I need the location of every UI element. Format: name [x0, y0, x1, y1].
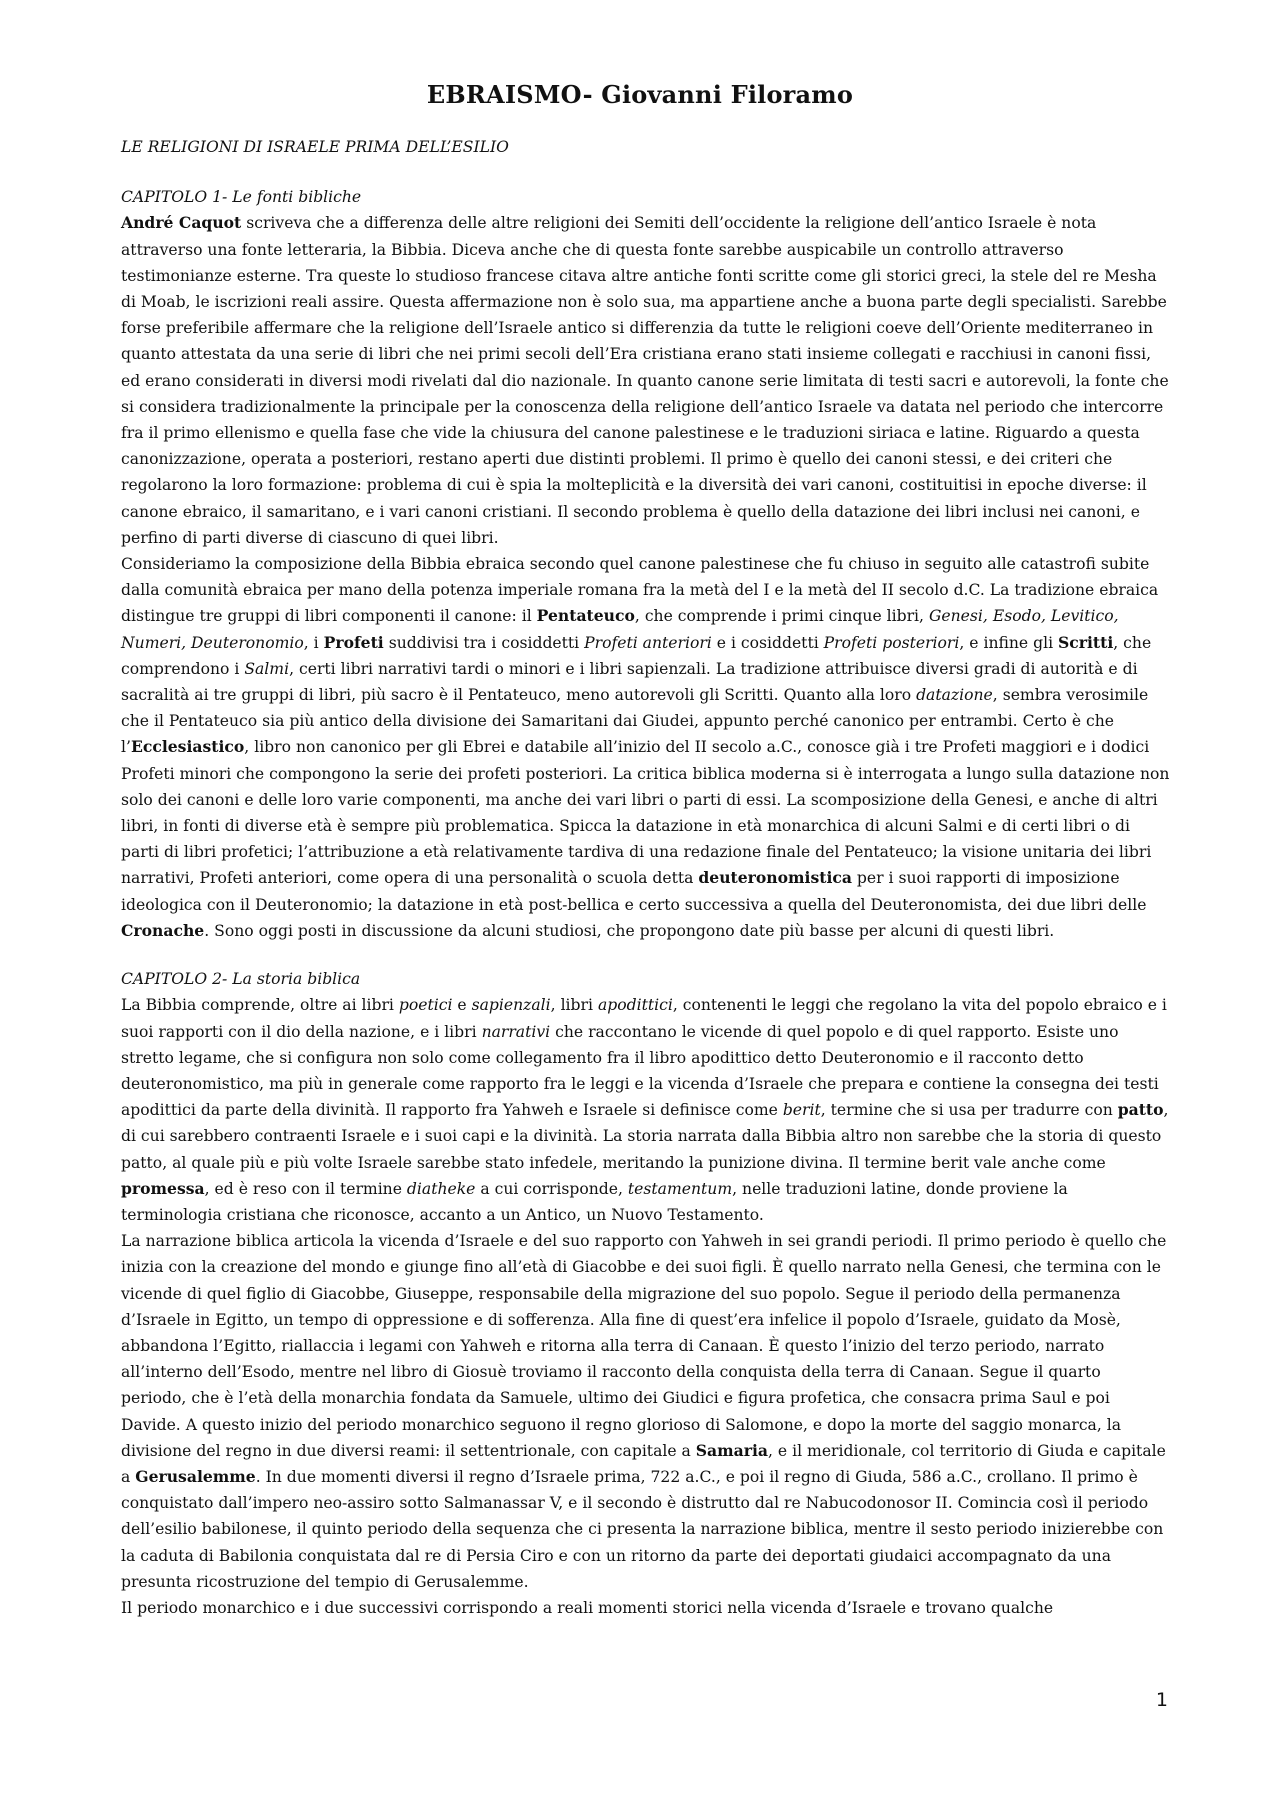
- bold-term: André Caquot: [121, 213, 242, 233]
- text-run: . In due momenti diversi il regno d’Israele prima, 722 a.C., e poi il regno di Giuda, 586 a.C., crollano. Il primo è conquistato dall’impero neo-assiro sotto Salmanassar V, e il secondo è distrutto dal re Nabucodonosor II. Comincia così il periodo dell’esilio babilonese, il quinto periodo della sequenza che ci presenta la narrazione biblica, mentre il sesto periodo inizierebbe con la caduta di Babilonia conquistata dal re di Persia Ciro e con un ritorno da parte dei deportati giudaici accompagnato da una presunta ricostruzione del tempio di Gerusalemme.: [121, 1467, 1164, 1591]
- italic-term: Genesi, Esodo, Levitico, Numeri, Deuteronomio: [121, 607, 1119, 652]
- chapter-1-heading: CAPITOLO 1- Le fonti bibliche: [121, 188, 362, 207]
- bold-term: Pentateuco: [536, 606, 635, 626]
- chapter-2-paragraph-1: [121, 992, 1171, 1228]
- text-run: per i suoi rapporti di imposizione ideologica con il Deuteronomio; la datazione in età post-bellica e certo successiva a quella del Deuteronomista, dei due libri delle: [121, 869, 1147, 914]
- bold-term: Ecclesiastico: [130, 737, 245, 757]
- italic-term: berit: [782, 1101, 821, 1120]
- text-run: , nelle traduzioni latine, donde proviene la terminologia cristiana che riconosce, accanto a un Antico, un Nuovo Testamento.: [121, 1179, 1068, 1224]
- document-body: [121, 134, 1171, 1621]
- italic-term: diatheke: [406, 1179, 476, 1198]
- bold-term: Profeti: [323, 632, 384, 652]
- italic-term: Profeti anteriori: [584, 633, 712, 652]
- text-run: suddivisi tra i cosiddetti: [383, 633, 585, 652]
- chapter-2-paragraph-3: [121, 1595, 1171, 1621]
- italic-term: sapienzali: [471, 996, 551, 1015]
- italic-term: Profeti posteriori: [823, 633, 960, 652]
- part-heading: LE RELIGIONI DI ISRAELE PRIMA DELL’ESILIO: [121, 138, 509, 156]
- text-run: La narrazione biblica articola la vicenda d’Israele e del suo rapporto con Yahweh in sei grandi periodi. Il primo periodo è quello che inizia con la creazione del mondo e giunge fino all’età di Giacobbe e dei suoi figli. È quello narrato nella Genesi, che termina con le vicende di quel figlio di Giacobbe, Giuseppe, responsabile della migrazione del suo popolo. Segue il periodo della permanenza d’Israele in Egitto, un tempo di oppressione e di sofferenza. Alla fine di quest’era infelice il popolo d’Israele, guidato da Mosè, abbandona l’Egitto, riallaccia i legami con Yahweh e ritorna alla terra di Canaan. È questo l’inizio del terzo periodo, narrato all’interno dell’Esodo, mentre nel libro di Giosuè troviamo il racconto della conquista della terra di Canaan. Segue il quarto periodo, che è l’età della monarchia fondata da Samuele, ultimo dei Giudici e figura profetica, che consacra prima Saul e poi Davide. A questo inizio del periodo monarchico seguono il regno glorioso di Salomone, e dopo la morte del saggio monarca, la divisione del regno in due diversi reami: il settentrionale, con capitale a: [121, 1232, 1167, 1460]
- text-run: , termine che si usa per tradurre con: [820, 1101, 1118, 1120]
- text-run: che raccontano le vicende di quel popolo e di quel rapporto. Esiste uno stretto legame, che si configura non solo come collegamento fra il libro apodittico detto Deuteronomio e il racconto detto deuteronomistico, ma più in generale come rapporto fra le leggi e la vicenda d’Israele che prepara e contiene la consegna dei testi apodittici da parte della divinità. Il rapporto fra Yahweh e Israele si definisce come: [121, 1022, 1159, 1120]
- bold-term: deuteronomistica: [698, 868, 852, 888]
- text-run: , che comprendono i: [121, 633, 1152, 678]
- text-run: , i: [303, 633, 324, 652]
- text-run: , contenenti le leggi che regolano la vita del popolo ebraico e i suoi rapporti con il dio della nazione, e i libri: [121, 996, 1167, 1041]
- bold-term: Cronache: [121, 920, 205, 940]
- italic-term: Salmi: [244, 659, 290, 678]
- chapter-1-paragraph-2: [121, 551, 1171, 944]
- document-title: EBRAISMO- Giovanni Filoramo: [426, 80, 854, 109]
- bold-term: Gerusalemme: [135, 1466, 256, 1486]
- text-run: , sembra verosimile che il Pentateuco sia più antico della divisione dei Samaritani dai Giudei, appunto perché canonico per entrambi. Certo è che l’: [121, 686, 1149, 757]
- bold-term: Samaria: [695, 1440, 769, 1460]
- text-run: La Bibbia comprende, oltre ai libri: [121, 996, 399, 1015]
- italic-term: narrativi: [481, 1022, 551, 1041]
- bold-term: promessa: [121, 1178, 205, 1198]
- italic-term: testamentum: [627, 1179, 733, 1198]
- page-number: 1: [1155, 1689, 1168, 1711]
- text-run: . Sono oggi posti in discussione da alcuni studiosi, che propongono date più basse per alcuni di questi libri.: [204, 921, 1055, 940]
- chapter-2-heading: CAPITOLO 2- La storia biblica: [121, 970, 361, 989]
- bold-term: patto: [1117, 1100, 1164, 1120]
- text-run: e: [452, 996, 472, 1015]
- text-run: , e infine gli: [959, 633, 1059, 652]
- chapter-2-paragraph-2: [121, 1228, 1171, 1595]
- text-run: scriveva che a differenza delle altre religioni dei Semiti dell’occidente la religione dell’antico Israele è nota attraverso una fonte letteraria, la Bibbia. Diceva anche che di questa fonte sarebbe auspicabile un controllo attraverso testimonianze esterne. Tra queste lo studioso francese citava altre antiche fonti scritte come gli storici greci, la stele del re Mesha di Moab, le iscrizioni reali assire. Questa affermazione non è solo sua, ma appartiene anche a buona parte degli specialisti. Sarebbe forse preferibile affermare che la religione dell’Israele antico si differenzia da tutte le religioni coeve dell’Oriente mediterraneo in quanto attestata da una serie di libri che nei primi secoli dell’Era cristiana erano stati insieme collegati e racchiusi in canoni fissi, ed erano considerati in diversi modi rivelati dal dio nazionale. In quanto canone serie limitata di testi sacri e autorevoli, la fonte che si considera tradizionalmente la principale per la conoscenza della religione dell’antico Israele va datata nel periodo che intercorre fra il primo ellenismo e quella fase che vide la chiusura del canone palestinese e le traduzioni siriaca e latine. Riguardo a questa canonizzazione, operata a posteriori, restano aperti due distinti problemi. Il primo è quello dei canoni stessi, e dei criteri che regolarono la loro formazione: problema di cui è spia la molteplicità e la diversità dei vari canoni, costituitisi in epoche diverse: il canone ebraico, il samaritano, e i vari canoni cristiani. Il secondo problema è quello della datazione dei libri inclusi nei canoni, e perfino di parti diverse di ciascuno di quei libri.: [121, 214, 1169, 547]
- text-run: , ed è reso con il termine: [204, 1179, 407, 1198]
- text-run: , libro non canonico per gli Ebrei e databile all’inizio del II secolo a.C., conosce già i tre Profeti maggiori e i dodici Profeti minori che compongono la serie dei profeti posteriori. La critica biblica moderna si è interrogata a lungo sulla datazione non solo dei canoni e delle loro varie componenti, ma anche dei vari libri o parti di essi. La scomposizione della Genesi, e anche di altri libri, in fonti di diverse età è sempre più problematica. Spicca la datazione in età monarchica di alcuni Salmi e di certi libri o di parti di libri profetici; l’attribuzione a età relativamente tardiva di una redazione finale del Pentateuco; la visione unitaria dei libri narrativi, Profeti anteriori, come opera di una personalità o scuola detta: [121, 738, 1170, 888]
- italic-term: poetici: [398, 996, 453, 1015]
- text-run: , e il meridionale, col territorio di Giuda e capitale a: [121, 1441, 1166, 1486]
- italic-term: apodittici: [597, 996, 673, 1015]
- text-run: Il periodo monarchico e i due successivi corrispondo a reali momenti storici nella vicenda d’Israele e trovano qualche: [121, 1598, 1054, 1617]
- italic-term: datazione: [916, 686, 993, 705]
- bold-term: Scritti: [1058, 632, 1114, 652]
- text-run: a cui corrisponde,: [475, 1179, 628, 1198]
- text-run: e i cosiddetti: [711, 633, 824, 652]
- text-run: , certi libri narrativi tardi o minori e i libri sapienzali. La tradizione attribuisce diversi gradi di autorità e di sacralità ai tre gruppi di libri, più sacro è il Pentateuco, meno autorevoli gli Scritti. Quanto alla loro: [121, 659, 1138, 705]
- text-run: , di cui sarebbero contraenti Israele e i suoi capi e la divinità. La storia narrata dalla Bibbia altro non sarebbe che la storia di questo patto, al quale più e più volte Israele sarebbe stato infedele, meritando la punizione divina. Il termine berit vale anche come: [121, 1101, 1169, 1172]
- text-run: , libri: [550, 996, 598, 1015]
- chapter-1-paragraph-1: [121, 210, 1171, 551]
- text-run: Consideriamo la composizione della Bibbia ebraica secondo quel canone palestinese che fu chiuso in seguito alle catastrofi subite dalla comunità ebraica per mano della potenza imperiale romana fra la metà del I e la metà del II secolo d.C. La tradizione ebraica distingue tre gruppi di libri componenti il canone: il: [121, 555, 1159, 626]
- text-run: , che comprende i primi cinque libri,: [634, 607, 929, 626]
